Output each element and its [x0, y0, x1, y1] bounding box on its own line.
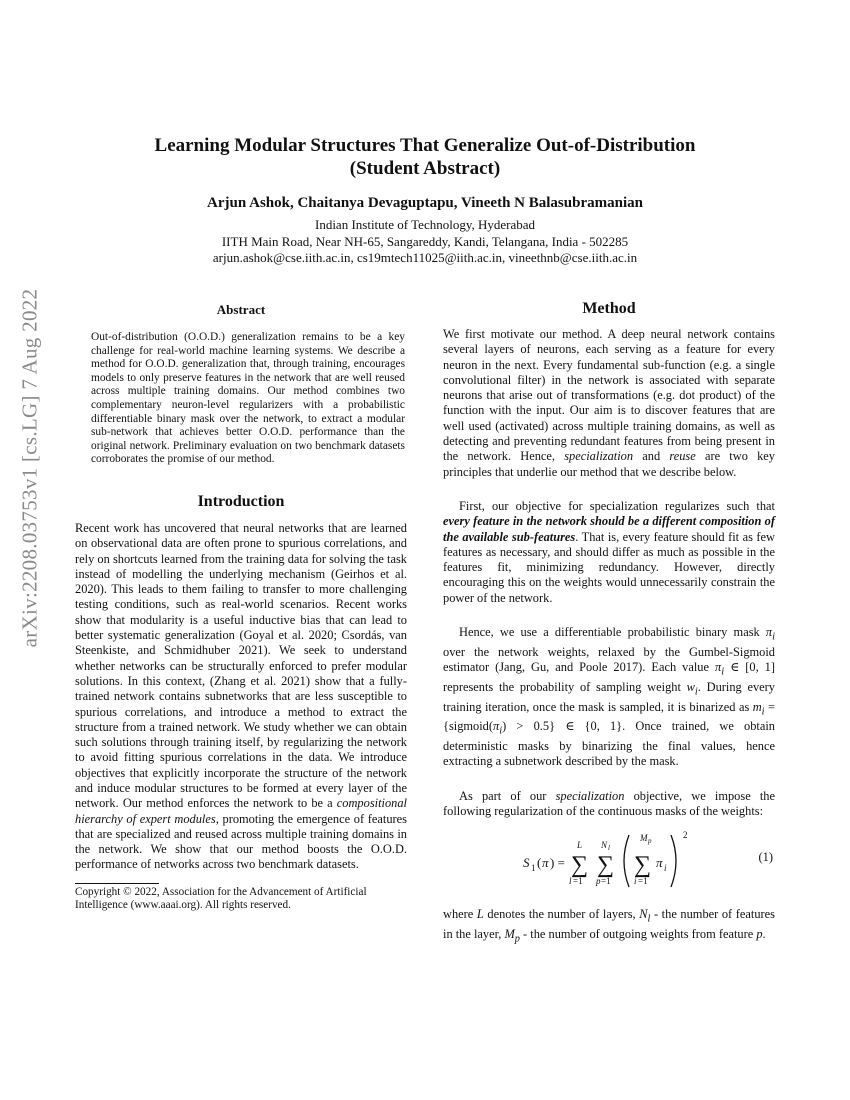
- affiliation-block: [0, 217, 850, 267]
- svg-text:L: L: [577, 840, 583, 851]
- method-p3-text-a: Hence, we use a differentiable probabilistic binary mask: [459, 625, 760, 640]
- emails: arjun.ashok@cse.iith.ac.in, cs19mtech11025@iith.ac.in, vineethnb@cse.iith.ac.in: [212, 250, 638, 265]
- method-p2-text-b: . That is, every feature should fit as few features as necessary, and should differ as much as possible in the features fit, minimizing redundancy. However, directly encouraging this on the weights would unnecessarily constrain the power of the network.: [443, 529, 775, 605]
- method-p1-and: and: [633, 449, 670, 464]
- svg-text:(: (: [537, 855, 542, 871]
- math-pi-i: $\pi_i$: [765, 625, 775, 643]
- svg-text:=1: =1: [601, 876, 611, 887]
- svg-text:∑: ∑: [571, 852, 589, 879]
- method-p3-text-c: represents the probability of sampling weight: [443, 679, 687, 694]
- footnote-rule: [75, 883, 159, 884]
- equation-1: [443, 827, 775, 891]
- method-paragraph-2: [443, 499, 775, 606]
- svg-text:l: l: [569, 876, 572, 887]
- svg-text:M: M: [640, 833, 648, 844]
- svg-text:p: p: [596, 876, 601, 887]
- svg-text:π: π: [656, 855, 663, 871]
- math-binarize: $m_i$ = $\{sigmoid(\pi_i) > 0.5\}$ ∈ {0, 1}: [443, 699, 775, 737]
- method-p3-text-d: . During every training iteration, once the mask is sampled, it is binarized as: [443, 679, 775, 714]
- method-p5-text-d: - the number of outgoing weights from feature: [519, 927, 757, 942]
- method-p5-text-b: denotes the number of layers,: [483, 907, 640, 922]
- math-pi-range: $\pi_i$ ∈ [0, 1]: [714, 660, 775, 678]
- svg-text:N: N: [601, 840, 608, 851]
- method-p2-bold-emphasis: every feature in the network should be a different composition of the available sub-features: [443, 514, 775, 544]
- svg-text:2: 2: [683, 830, 688, 841]
- method-paragraph-1: [443, 327, 775, 480]
- svg-text:∑: ∑: [597, 852, 615, 879]
- method-paragraph-4: [443, 789, 775, 820]
- left-column: [75, 300, 407, 913]
- math-L: L: [476, 907, 484, 922]
- method-p1-text-a: We first motivate our method. A deep neural network contains several layers of neurons, each serving as a feature for every neuron in the next. Every fundamental sub-function (e.g. a single convolutional filter) in the network is associated with separate neurons that arise out of transformations (e.g. dot product) of the function with the input. Our aim is to discover features that are well used (activated) across multiple training domains, as well as detecting and preventing redundant features from being present in the network. Hence,: [443, 327, 775, 464]
- abstract-heading: Abstract: [216, 302, 266, 317]
- method-heading: Method: [582, 300, 636, 317]
- institution: Indian Institute of Technology, Hyderabad: [314, 217, 536, 232]
- math-p: p: [756, 927, 763, 942]
- method-p5-text-c: - the number of features in the layer,: [443, 907, 775, 942]
- intro-emphasis: compositional hierarchy of expert modules: [75, 796, 407, 826]
- math-M-p: $M_p$: [504, 927, 520, 945]
- svg-text:) =: ) =: [550, 855, 565, 871]
- svg-text:1: 1: [531, 863, 536, 874]
- method-p4-text-a: As part of our: [459, 788, 556, 803]
- method-p2-text-a: First, our objective for specialization regularizes such that: [459, 498, 775, 513]
- equation-number: (1): [758, 850, 773, 865]
- method-paragraph-5: [443, 907, 775, 947]
- paper-title: [0, 134, 850, 180]
- method-paragraph-3: [443, 625, 775, 770]
- introduction-paragraph: [75, 521, 407, 873]
- address: IITH Main Road, Near NH-65, Sangareddy, Kandi, Telangana, India - 502285: [221, 233, 629, 249]
- svg-text:S: S: [523, 855, 530, 871]
- method-p1-emphasis-1: specialization: [564, 449, 634, 464]
- method-p3-text-e: . Once trained, we obtain deterministic masks by binarizing the final values, hence extracting a subnetwork described by the mask.: [443, 719, 775, 769]
- svg-text:=1: =1: [638, 876, 648, 887]
- equation-formula: [523, 827, 713, 891]
- svg-text:=1: =1: [573, 876, 583, 887]
- copyright-footnote: Copyright © 2022, Association for the Advancement of Artificial Intelligence (www.aaai.org). All rights reserved.: [75, 885, 367, 912]
- author-list: Arjun Ashok, Chaitanya Devaguptapu, Vineeth N Balasubramanian: [207, 195, 643, 211]
- method-p1-emphasis-2: reuse: [669, 449, 696, 464]
- introduction-heading: Introduction: [197, 492, 285, 510]
- intro-text-a: Recent work has uncovered that neural networks that are learned on observational data are often prone to spurious correlations, and rely on shortcuts learned from the training data for solving the task instead of modelling the underlying mechanism (Geirhos et al. 2020). This leads to them failing to transfer to more challenging testing conditions, such as real-world scenarios. Recent works show that modularity is a useful inductive bias that can lead to better systematic generalization (Goyal et al. 2020; Csordás, van Steenkiste, and Schmidhuber 2021). We seek to understand whether networks can be structurally enforced to prefer modular solutions. In this context, (Zhang et al. 2021) show that a fully-trained network contains subnetworks that are less susceptible to spurious correlations, and introduce a method to extract the structure from a trained network. We study whether we can obtain such solutions through training itself, by regularizing the network to avoid fitting spurious correlations in the data. We introduce objectives that explicitly incorporate the structure of the network and induce modular structures to be formed at every layer of the network. Our method enforces the network to be a: [75, 520, 407, 811]
- svg-text:∑: ∑: [634, 852, 652, 879]
- method-p3-text-b: over the network weights, relaxed by the Gumbel-Sigmoid estimator (Jang, Gu, and Poole 2017). Each value: [443, 644, 775, 675]
- method-p4-emphasis: specialization: [555, 788, 625, 803]
- method-p5-text-e: .: [762, 927, 766, 942]
- method-p4-text-b: objective, we impose the following regularization of the continuous masks of the weights:: [443, 788, 776, 819]
- svg-text:π: π: [542, 855, 549, 871]
- math-w-i: $w_i$: [686, 679, 698, 698]
- method-p5-text-a: where: [443, 907, 477, 922]
- abstract-text: Out-of-distribution (O.O.D.) generalization remains to be a key challenge for real-world machine learning systems. We describe a method for O.O.D. generalization that, through training, encourages models to only preserve features in the network that are well reused across multiple training domains. Our method combines two complementary neuron-level regularizers with a probabilistic differentiable binary mask over the network, to extract a modular sub-network that achieves better O.O.D. performance than the original network. Preliminary evaluation on two benchmark datasets corroborates the promise of our method.: [91, 331, 405, 466]
- svg-text:l: l: [608, 844, 610, 853]
- svg-text:i: i: [664, 863, 667, 874]
- svg-text:i: i: [634, 876, 637, 887]
- right-column: [443, 300, 775, 947]
- title-line-1: Learning Modular Structures That Generalize Out-of-Distribution: [154, 135, 696, 156]
- arxiv-sidebar: [8, 268, 52, 668]
- svg-text:p: p: [648, 837, 652, 846]
- arxiv-identifier: arXiv:2208.03753v1 [cs.LG] 7 Aug 2022: [17, 288, 42, 648]
- math-N-l: $N_l$: [639, 907, 651, 925]
- title-line-2: (Student Abstract): [349, 158, 501, 179]
- intro-text-b: , promoting the emergence of features that are specialized and reused across multiple training domains in the network. We show that our method boosts the O.O.D. performance of networks across two benchmark datasets.: [75, 811, 408, 872]
- method-p1-text-b: are two key principles that underlie our method that we describe below.: [443, 449, 775, 479]
